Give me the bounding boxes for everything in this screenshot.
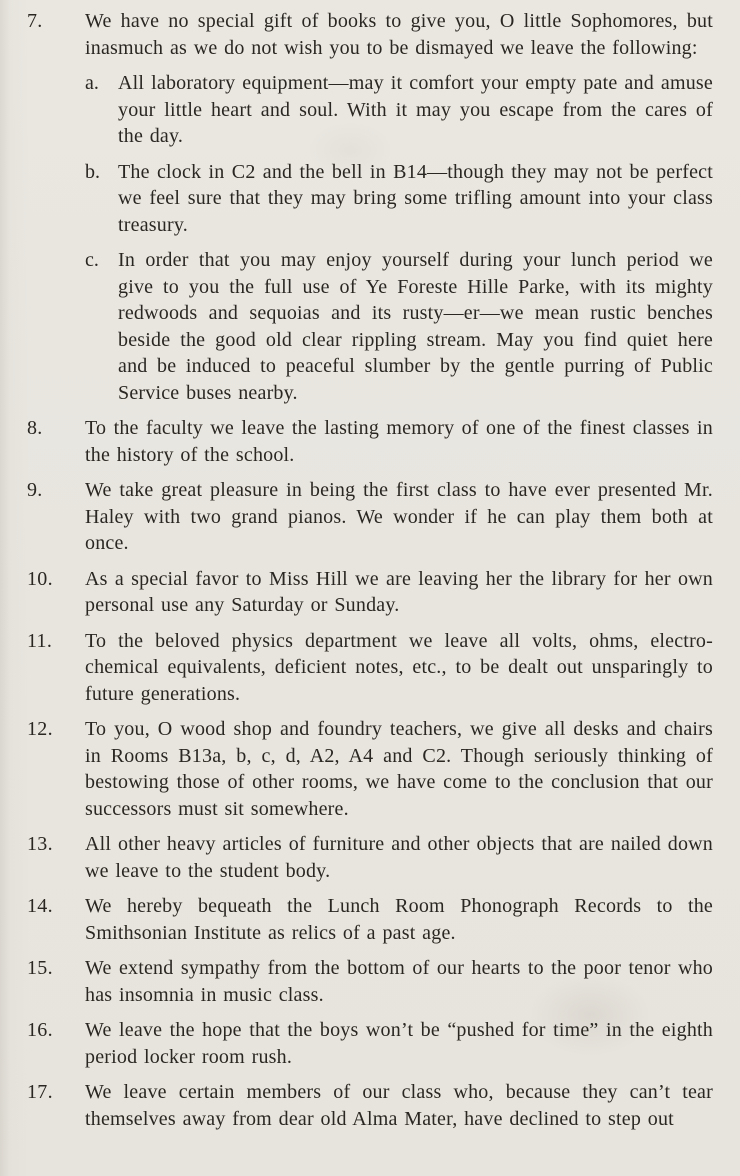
list-item-10 bbox=[27, 566, 713, 619]
sub-item-text: All laboratory equipment—may it comfort your empty pate and amuse your little heart and soul. With it may you escape from the cares of the day. bbox=[118, 72, 713, 147]
list-item-17 bbox=[27, 1079, 713, 1132]
item-text: All other heavy articles of furniture and other objects that are nailed down we leave to the student body. bbox=[85, 833, 713, 882]
item-number: 7. bbox=[27, 10, 43, 32]
list-item-8 bbox=[27, 415, 713, 468]
item-number: 11. bbox=[27, 629, 53, 652]
item-number: 12. bbox=[27, 718, 53, 740]
sub-item-letter: a. bbox=[85, 72, 99, 94]
sub-item-text: The clock in C2 and the bell in B14—though they may not be perfect we feel sure that they may bring some trifling amount into your class treasury. bbox=[118, 160, 713, 236]
item-text: To the faculty we leave the lasting memory of one of the finest classes in the history of the school. bbox=[85, 417, 713, 466]
item-text: To the beloved physics department we leave all volts, ohms, electro-chemical equivalents, deficient notes, etc., to be dealt out unsparingly to future generations. bbox=[85, 629, 713, 705]
sub-item-b bbox=[85, 159, 713, 239]
sub-item-c bbox=[85, 247, 713, 406]
list-item-14 bbox=[27, 893, 713, 946]
item-text: We have no special gift of books to give you, O little Sophomores, but inasmuch as we do not wish you to be dismayed we leave the following: bbox=[85, 10, 713, 59]
list-item-11 bbox=[27, 628, 713, 708]
item-number: 14. bbox=[27, 895, 53, 917]
item-text: To you, O wood shop and foundry teachers, we give all desks and chairs in Rooms B13a, b, c, d, A2, A4 and C2. Though seriously thinking of bestowing those of other rooms, we have come to the conclusion that our successors must sit somewhere. bbox=[85, 718, 713, 820]
item-number: 15. bbox=[27, 957, 53, 979]
list-item-13 bbox=[27, 831, 713, 884]
item-number: 13. bbox=[27, 833, 53, 855]
item-text: We take great pleasure in being the first class to have ever presented Mr. Haley with two grand pianos. We wonder if he can play them both at once. bbox=[85, 479, 713, 554]
sub-item-letter: c. bbox=[85, 249, 99, 271]
list-item-9 bbox=[27, 477, 713, 557]
item-number: 9. bbox=[27, 479, 43, 501]
list-item-15 bbox=[27, 955, 713, 1008]
item-number: 10. bbox=[27, 567, 53, 590]
item-number: 17. bbox=[27, 1081, 53, 1103]
list-item-12 bbox=[27, 716, 713, 822]
item-text: We hereby bequeath the Lunch Room Phonograph Records to the Smithsonian Institute as relics of a past age. bbox=[85, 895, 713, 944]
item-text: As a special favor to Miss Hill we are leaving her the library for her own personal use any Saturday or Sunday. bbox=[85, 567, 713, 616]
sub-item-a bbox=[85, 70, 713, 150]
sub-item-letter: b. bbox=[85, 160, 100, 183]
item-text: We extend sympathy from the bottom of our hearts to the poor tenor who has insomnia in music class. bbox=[85, 957, 713, 1006]
item-number: 8. bbox=[27, 417, 43, 439]
item-text: We leave certain members of our class who, because they can’t tear themselves away from dear old Alma Mater, have declined to step out bbox=[85, 1081, 713, 1130]
list-item-7 bbox=[27, 8, 713, 406]
sub-item-text: In order that you may enjoy yourself during your lunch period we give to you the full use of Ye Foreste Hille Parke, with its mighty redwoods and sequoias and its rusty—er—we mean rustic benches beside the good old clear rippling stream. May you find quiet here and be induced to peaceful slumber by the gentle purring of Public Service buses nearby. bbox=[118, 249, 713, 404]
item-text: We leave the hope that the boys won’t be “pushed for time” in the eighth period locker room rush. bbox=[85, 1019, 713, 1068]
item-content bbox=[85, 8, 713, 406]
list-item-16 bbox=[27, 1017, 713, 1070]
item-number: 16. bbox=[27, 1019, 53, 1041]
